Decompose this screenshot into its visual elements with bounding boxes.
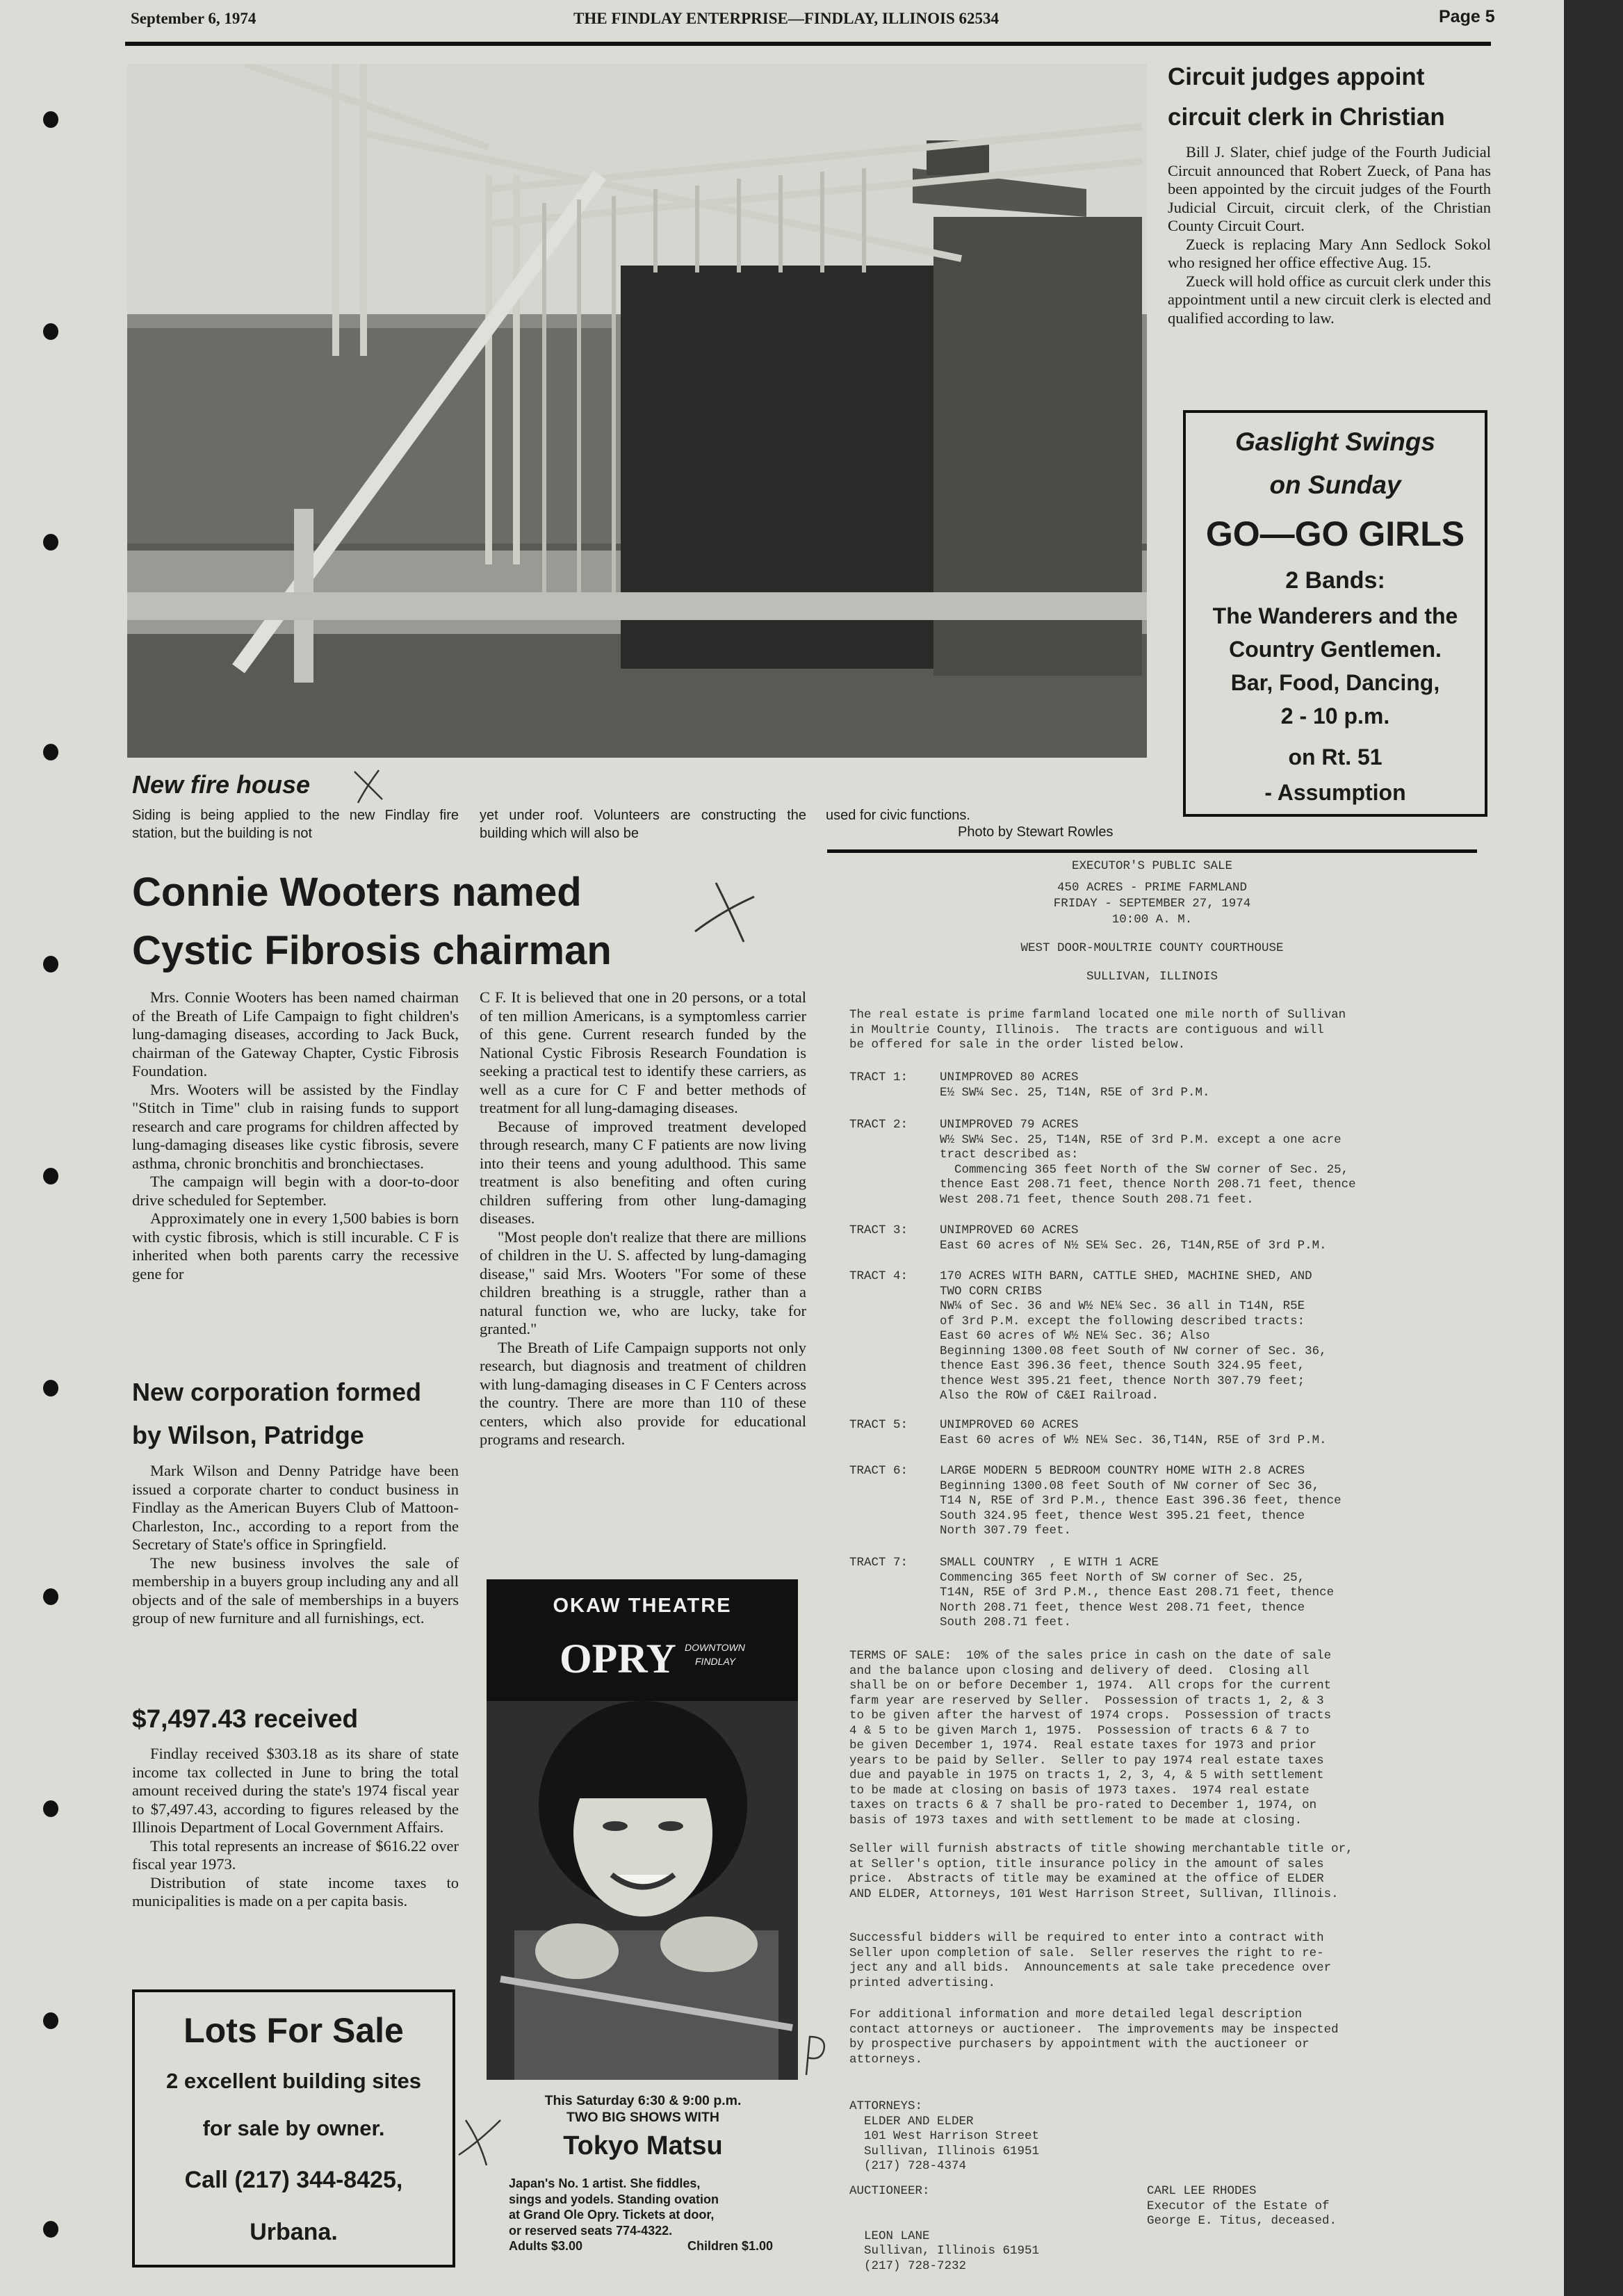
corp-headline — [132, 1371, 421, 1457]
paragraph: The Breath of Life Campaign supports not only research, but diagnosis and treatment of children with lung-damaging diseases in C F Centers across the country. There are more than 110 of these centers, which also provide for educational programs and research. — [480, 1338, 806, 1448]
ad-line: Urbana. — [250, 2219, 338, 2245]
ad-line: Lots For Sale — [183, 2011, 404, 2050]
tract-text: SMALL COUNTRY , E WITH 1 ACRE Commencing 365 feet North of SW corner of Sec. 25, T14N, R5E of 3rd P.M., thence East 208.71 feet, thence North 208.71 feet, thence West 208.71 feet, thence South 208.71 feet. — [940, 1556, 1335, 1629]
photo-caption: used for civic functions. — [826, 808, 970, 823]
circuit-article-body — [1168, 143, 1491, 327]
ad-line: GO—GO GIRLS — [1205, 514, 1465, 553]
tract-label: TRACT 3: — [849, 1223, 908, 1237]
ad-line: for sale by owner. — [202, 2116, 385, 2140]
legal-info: For additional information and more detailed legal description contact attorneys or auctioneer. The improvements may be inspected by prospective purchasers by appointment with the auctioneer or attorneys. — [849, 2008, 1339, 2067]
ad-line: on Sunday — [1269, 471, 1401, 499]
opry-performer: Tokyo Matsu — [563, 2131, 723, 2160]
paragraph: C F. It is believed that one in 20 persons, or a total of ten million Americans, is a symptomless carrier of this gene. Current research funded by the National Cystic Fibrosis Research Foundation is seeking a practical test to identify these carriers, as well as a cure for C F and better methods of treatment for all lung-damaging diseases. — [480, 988, 806, 1116]
headline-line: Connie Wooters named — [132, 870, 582, 915]
tract-label: TRACT 1: — [849, 1070, 908, 1084]
paragraph: The new business involves the sale of membership in a buyers group including any and all objects and of the sale of memberships in a buyers group of new furniture and all furnishings, ect. — [132, 1554, 459, 1627]
ad-line: TWO BIG SHOWS WITH — [566, 2110, 719, 2125]
handwritten-x-mark — [688, 876, 765, 945]
opry-prices — [509, 2238, 773, 2254]
paragraph: Zueck is replacing Mary Ann Sedlock Sokol who resigned her office effective Aug. 15. — [1168, 235, 1491, 271]
tract-label: TRACT 2: — [849, 1118, 908, 1132]
ad-line: - Assumption — [1264, 780, 1406, 805]
issue-date: September 6, 1974 — [131, 10, 256, 27]
tract-label: TRACT 6: — [849, 1464, 908, 1478]
corp-article-body — [132, 1462, 459, 1628]
binder-hole — [43, 956, 58, 972]
legal-executor: CARL LEE RHODES Executor of the Estate of George E. Titus, deceased. — [1147, 2184, 1337, 2228]
section-rule — [827, 849, 1477, 853]
handwritten-p-mark — [792, 2033, 834, 2082]
opry-theatre-name: OKAW THEATRE — [553, 1595, 732, 1617]
paragraph: Zueck will hold office as curcuit clerk under this appointment until a new circuit clerk is elected and qualified according to law. — [1168, 272, 1491, 327]
fire-house-photo — [127, 64, 1147, 758]
binder-hole — [43, 111, 58, 128]
headline-line: Cystic Fibrosis chairman — [132, 928, 612, 973]
binder-hole — [43, 1800, 58, 1817]
ad-line: 2 excellent building sites — [166, 2069, 421, 2093]
tract-label: TRACT 5: — [849, 1418, 908, 1432]
ad-line: 2 - 10 p.m. — [1280, 703, 1390, 728]
legal-title: EXECUTOR'S PUBLIC SALE — [1071, 859, 1233, 873]
connie-article-col2 — [480, 988, 806, 1449]
legal-subtitle: 10:00 A. M. — [1111, 913, 1193, 927]
handwritten-x-mark — [348, 765, 389, 806]
binder-hole — [43, 534, 58, 551]
page-number: Page 5 — [1439, 7, 1495, 26]
ad-line: Call (217) 344-8425, — [184, 2167, 403, 2193]
photo-title: New fire house — [132, 770, 311, 799]
tract-text: 170 ACRES WITH BARN, CATTLE SHED, MACHINE SHED, AND TWO CORN CRIBS NW¼ of Sec. 36 and W½ NE¼ Sec. 36 all in T14N, R5E of 3rd P.M. except the following described tracts: East 60 acres of W½ NE¼ Sec. 36; Also Beginning 1300.08 feet South of NW corner of Sec. 36, thence East 396.36 feet, thence South 324.95 feet, thence West 395.21 feet, thence North 307.79 feet; Also the ROW of C&EI Railroad. — [940, 1269, 1327, 1403]
price-children: Children $1.00 — [687, 2239, 773, 2253]
legal-notice-heading — [827, 858, 1477, 985]
legal-terms: TERMS OF SALE: 10% of the sales price in cash on the date of sale and the balance upon closing and delivery of deed. Closing all shall be on or before December 1, 1974. All crops for the current farm year are reserved by Seller. Possession of tracts 1, 2, & 3 to be given after the harvest of 1974 crops. Possession of tracts 4 & 5 to be given March 1, 1975. Possession of tracts 6 & 7 to be given December 1, 1974. Real estate taxes for 1973 and prior years to be paid by Seller. Seller to pay 1974 real estate taxes due and payable in 1975 on tracts 1, 2, 3, 4, & 5 with settlement to be made at closing on basis of 1973 taxes. 1974 real estate taxes on tracts 6 & 7 shall be pro-rated to December 1, 1974, on basis of 1973 taxes and with settlement to be made at closing. — [849, 1649, 1332, 1827]
binder-hole — [43, 2012, 58, 2029]
legal-subtitle: 450 ACRES - PRIME FARMLAND — [1057, 881, 1248, 895]
legal-bidders: Successful bidders will be required to enter into a contract with Seller upon completion of sale. Seller reserves the right to re- ject any and all bids. Announcements at sale take precedence over printed advertising. — [849, 1931, 1332, 1990]
tract-label: TRACT 7: — [849, 1556, 908, 1570]
ad-line: Japan's No. 1 artist. She fiddles, — [509, 2176, 701, 2190]
opry-downtown: DOWNTOWN — [685, 1642, 745, 1653]
paragraph: Mrs. Wooters will be assisted by the Findlay "Stitch in Time" club in raising funds to support research and care programs for children affected by lung-damaging diseases like cystic fibrosis, severe asthma, chronic bronchitis and bronchiectases. — [132, 1080, 459, 1172]
ad-line: The Wanderers and the — [1212, 603, 1458, 628]
binder-hole — [43, 323, 58, 340]
photo-caption: Siding is being applied to the new Findlay fire station, but the building is not — [132, 808, 459, 841]
headline-line: by Wilson, Patridge — [132, 1421, 364, 1449]
tract-text: LARGE MODERN 5 BEDROOM COUNTRY HOME WITH 2.8 ACRES Beginning 1300.08 feet South of NW corner of Sec 36, T14 N, R5E of 3rd P.M., thence East 396.36 feet, thence South 324.95 feet, thence West 395.21 feet, thence North 307.79 feet. — [940, 1464, 1341, 1538]
header-rule — [125, 42, 1491, 46]
headline-line: New corporation formed — [132, 1378, 422, 1406]
binder-hole — [43, 744, 58, 760]
legal-abstracts: Seller will furnish abstracts of title showing merchantable title or, at Seller's option, title insurance policy in the amount of sales price. Abstracts of title may be examined at the office of ELDER AND ELDER, Attorneys, 101 West Harrison Street, Sullivan, Illinois. — [849, 1842, 1353, 1901]
paragraph: "Most people don't realize that there are millions of children in the U. S. affected by lung-damaging disease," said Mrs. Wooters "For some of these children breathing is a struggle, rather than a natural function we, who are lucky, take for granted." — [480, 1228, 806, 1337]
ad-line: This Saturday 6:30 & 9:00 p.m. — [544, 2093, 742, 2108]
opry-title: OPRY — [560, 1636, 676, 1682]
tract-text: UNIMPROVED 60 ACRES East 60 acres of W½ NE¼ Sec. 36,T14N, R5E of 3rd P.M. — [940, 1418, 1327, 1447]
legal-subtitle: FRIDAY - SEPTEMBER 27, 1974 — [1053, 897, 1251, 911]
opry-description — [509, 2176, 801, 2254]
tract-label: TRACT 4: — [849, 1269, 908, 1283]
ad-line: Gaslight Swings — [1235, 428, 1435, 456]
handwritten-x-mark — [452, 2113, 507, 2169]
binder-hole — [43, 1380, 58, 1397]
ad-line: Bar, Food, Dancing, — [1230, 670, 1440, 695]
tract-text: UNIMPROVED 79 ACRES W½ SW¼ Sec. 25, T14N, R5E of 3rd P.M. except a one acre tract described as: Commencing 365 feet North of the SW corner of Sec. 25, thence East 208.71 feet, thence North 208.71 feet, thence West 208.71 feet, thence South 208.71 feet. — [940, 1118, 1356, 1207]
paragraph: Distribution of state income taxes to municipalities is made on a per capita basis. — [132, 1873, 459, 1910]
paragraph: Approximately one in every 1,500 babies is born with cystic fibrosis, which is still incurable. C F is inherited when both parents carry the recessive gene for — [132, 1210, 459, 1283]
legal-location: WEST DOOR-MOULTRIE COUNTY COURTHOUSE — [1020, 941, 1284, 955]
tract-text: UNIMPROVED 60 ACRES East 60 acres of N½ SE¼ Sec. 26, T14N,R5E of 3rd P.M. — [940, 1223, 1327, 1253]
tract-text: UNIMPROVED 80 ACRES E½ SW¼ Sec. 25, T14N, R5E of 3rd P.M. — [940, 1070, 1210, 1100]
headline-line: circuit clerk in Christian — [1168, 104, 1445, 131]
opry-showtimes — [480, 2092, 806, 2126]
page-edge-background — [1564, 0, 1623, 2296]
ad-line: sings and yodels. Standing ovation — [509, 2192, 719, 2206]
received-headline: $7,497.43 received — [132, 1704, 359, 1733]
price-adults: Adults $3.00 — [509, 2239, 583, 2253]
connie-headline — [132, 863, 612, 980]
received-article-body — [132, 1745, 459, 1911]
binder-hole — [43, 1168, 58, 1184]
paragraph: This total represents an increase of $616.22 over fiscal year 1973. — [132, 1837, 459, 1873]
photo-credit: Photo by Stewart Rowles — [958, 824, 1114, 840]
ad-line: on Rt. 51 — [1288, 744, 1383, 770]
headline-line: Circuit judges appoint — [1168, 63, 1425, 90]
paragraph: Bill J. Slater, chief judge of the Fourth Judicial Circuit announced that Robert Zueck, of Pana has been appointed by the circuit judges of the Fourth Judicial Circuit, circuit clerk, of the Christian County Circuit Court. — [1168, 143, 1491, 234]
legal-attorneys: ATTORNEYS: ELDER AND ELDER 101 West Harrison Street Sullivan, Illinois 61951 (217) 728-4374 — [849, 2099, 1040, 2173]
fire-house-illustration — [127, 64, 1147, 758]
legal-auctioneer: AUCTIONEER: LEON LANE Sullivan, Illinois 61951 (217) 728-7232 — [849, 2184, 1040, 2273]
ad-line: 2 Bands: — [1285, 567, 1385, 594]
binder-hole — [43, 1588, 58, 1605]
legal-city: SULLIVAN, ILLINOIS — [1086, 970, 1218, 984]
binder-hole — [43, 2221, 58, 2238]
paragraph: Mark Wilson and Denny Patridge have been issued a corporate charter to conduct business in Findlay as the American Buyers Club of Mattoon-Charleston, Inc., according to a report from the Secretary of State's office in Springfield. — [132, 1462, 459, 1553]
paragraph: Because of improved treatment developed through research, many C F patients are now living into their teens and young adulthood. This same treatment is also benefiting and often curing children suffering from other lung-damaging diseases. — [480, 1117, 806, 1227]
paragraph: Findlay received $303.18 as its share of state income tax collected in June to bring the total amount received during the state's 1974 fiscal year to $7,497.43, according to figures released by the Illinois Department of Local Government Affairs. — [132, 1745, 459, 1836]
photo-caption: yet under roof. Volunteers are constructing the building which will also be — [480, 808, 806, 841]
opry-findlay: FINDLAY — [695, 1656, 736, 1667]
paragraph: The campaign will begin with a door-to-door drive scheduled for September. — [132, 1173, 459, 1209]
ad-line: at Grand Ole Opry. Tickets at door, — [509, 2208, 715, 2222]
performer-portrait — [487, 1701, 798, 2080]
connie-article-col1 — [132, 988, 459, 1283]
gaslight-ad — [1183, 410, 1487, 817]
paragraph: Mrs. Connie Wooters has been named chairman of the Breath of Life Campaign to fight children's lung-damaging diseases, according to Jack Buck, chairman of the Gateway Chapter, Cystic Fibrosis Foundation. — [132, 988, 459, 1080]
legal-intro: The real estate is prime farmland located one mile north of Sullivan in Moultrie County, Illinois. The tracts are contiguous and will be offered for sale in the order listed below. — [849, 1008, 1346, 1052]
opry-ad-image — [487, 1579, 798, 2080]
masthead: THE FINDLAY ENTERPRISE—FINDLAY, ILLINOIS 62534 — [573, 10, 1000, 27]
lots-for-sale-ad — [132, 1989, 455, 2267]
circuit-headline — [1168, 57, 1445, 138]
ad-line: Country Gentlemen. — [1229, 637, 1442, 662]
ad-line: or reserved seats 774-4322. — [509, 2223, 673, 2238]
